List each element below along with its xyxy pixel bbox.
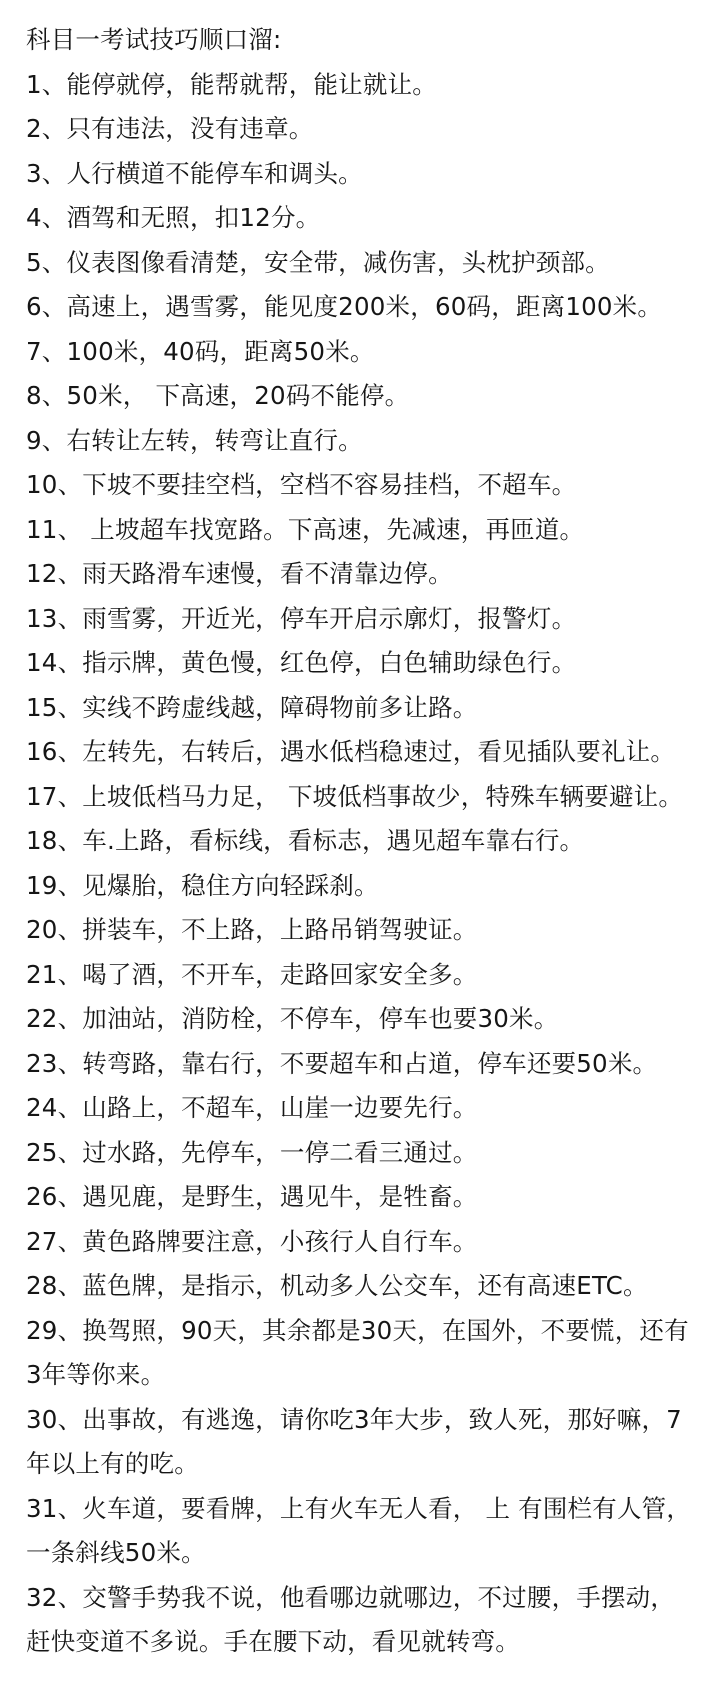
tip-line: 10、下坡不要挂空档，空档不容易挂档，不超车。 (26, 470, 577, 499)
tip-line: 21、喝了酒，不开车，走路回家安全多。 (26, 959, 478, 989)
tips-list (26, 63, 698, 1665)
tip-line: 31、火车道，要看牌，上有火车无人看， 上 有围栏有人管，一条斜线50米。 (26, 1493, 692, 1567)
tip-line: 24、山路上，不超车，山崖一边要先行。 (26, 1093, 478, 1122)
tip-line: 25、过水路，先停车，一停二看三通过。 (26, 1137, 478, 1167)
tip-line: 8、50米， 下高速，20码不能停。 (26, 381, 410, 410)
tip-line: 32、交警手势我不说，他看哪边就哪边，不过腰，手摆动，赶快变道不多说。手在腰下动，看见就转弯。 (26, 1582, 676, 1656)
tip-line: 28、蓝色牌，是指示，机动多人公交车，还有高速ETC。 (26, 1271, 648, 1300)
tip-line: 15、实线不跨虚线越，障碍物前多让路。 (26, 692, 478, 722)
tip-line: 29、换驾照，90天，其余都是30天，在国外，不要慌，还有3年等你来。 (26, 1315, 689, 1389)
tip-line: 22、加油站，消防栓，不停车，停车也要30米。 (26, 1004, 559, 1033)
tip-line: 6、高速上，遇雪雾，能见度200米，60码，距离100米。 (26, 292, 663, 321)
tip-line: 19、见爆胎，稳住方向轻踩刹。 (26, 870, 379, 900)
tip-line: 3、人行横道不能停车和调头。 (26, 158, 363, 188)
tip-line: 4、酒驾和无照，扣12分。 (26, 203, 321, 232)
tip-line: 23、转弯路，靠右行，不要超车和占道，停车还要50米。 (26, 1048, 658, 1078)
tip-line: 30、出事故，有逃逸，请你吃3年大步，致人死，那好嘛，7年以上有的吃。 (26, 1404, 682, 1478)
tip-line: 7、100米，40码，距离50米。 (26, 336, 375, 366)
tip-line: 1、能停就停，能帮就帮，能让就让。 (26, 69, 437, 99)
tip-line: 11、 上坡超车找宽路。下高速，先减速，再匝道。 (26, 514, 585, 544)
tip-line: 2、只有违法，没有违章。 (26, 114, 314, 143)
tip-line: 18、车.上路，看标线，看标志，遇见超车靠右行。 (26, 826, 585, 855)
tip-line: 16、左转先，右转后，遇水低档稳速过，看见插队要礼让。 (26, 737, 676, 766)
document-title: 科目一考试技巧顺口溜: (26, 25, 282, 54)
tip-line: 17、上坡低档马力足， 下坡低档事故少，特殊车辆要避让。 (26, 781, 684, 811)
tip-line: 13、雨雪雾，开近光，停车开启示廓灯，报警灯。 (26, 603, 577, 633)
tip-line: 20、拼装车，不上路，上路吊销驾驶证。 (26, 915, 478, 944)
tip-line: 26、遇见鹿，是野生，遇见牛，是牲畜。 (26, 1182, 478, 1211)
tip-line: 27、黄色路牌要注意，小孩行人自行车。 (26, 1226, 478, 1256)
tip-line: 14、指示牌，黄色慢，红色停，白色辅助绿色行。 (26, 648, 577, 677)
tip-line: 12、雨天路滑车速慢，看不清靠边停。 (26, 559, 453, 588)
tip-line: 9、右转让左转，转弯让直行。 (26, 425, 363, 455)
tip-line: 5、仪表图像看清楚，安全带，减伤害，头枕护颈部。 (26, 247, 610, 277)
